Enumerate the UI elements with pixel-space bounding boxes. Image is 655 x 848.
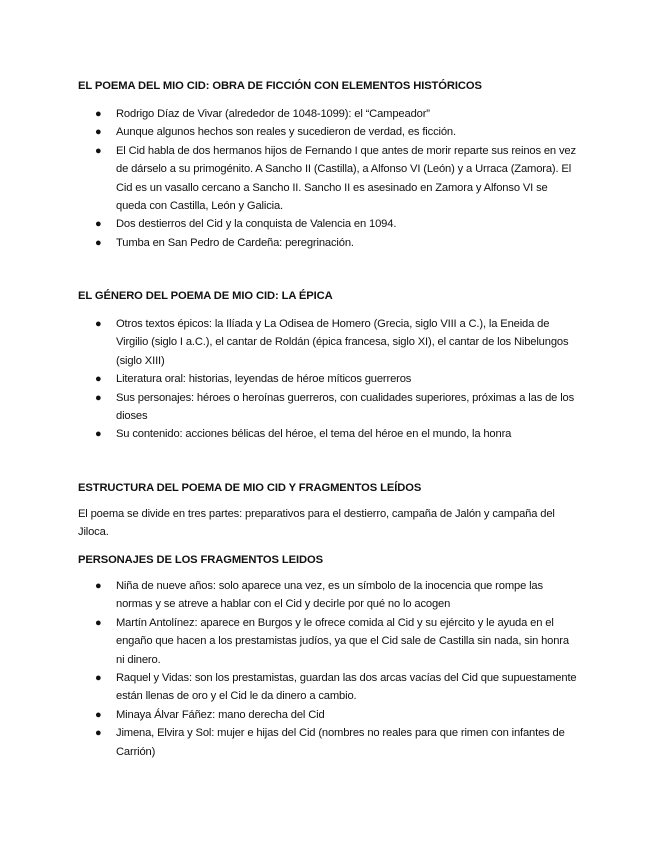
section-paragraph: El poema se divide en tres partes: preparativos para el destierro, campaña de Jalón y campaña del Jiloca. xyxy=(78,508,555,539)
section-heading: PERSONAJES DE LOS FRAGMENTOS LEIDOS xyxy=(78,554,323,566)
list-item: ● Raquel y Vidas: son los prestamistas, guardan las dos arcas vacías del Cid que supuestamente están llenas de oro y el Cid le da dinero a cambio. xyxy=(78,669,578,706)
list-item: ● Aunque algunos hechos son reales y sucedieron de verdad, es ficción. xyxy=(78,123,578,141)
section-epica xyxy=(78,289,578,444)
bullet-list xyxy=(78,105,578,252)
bullet-icon: ● xyxy=(95,236,102,249)
bullet-icon: ● xyxy=(95,373,102,386)
bullet-icon: ● xyxy=(95,672,102,685)
bullet-icon: ● xyxy=(95,580,102,592)
list-item: ● Literatura oral: historias, leyendas de héroe míticos guerreros xyxy=(78,370,578,388)
bullet-list xyxy=(78,577,578,761)
list-item: ● Tumba en San Pedro de Cardeña: peregrinación. xyxy=(78,234,578,252)
list-item: ● Minaya Álvar Fáñez: mano derecha del Cid xyxy=(78,706,578,724)
section-personajes xyxy=(78,553,578,761)
section-heading: EL POEMA DEL MIO CID: OBRA DE FICCIÓN CON ELEMENTOS HISTÓRICOS xyxy=(78,80,482,92)
bullet-icon: ● xyxy=(95,108,102,120)
bullet-icon: ● xyxy=(95,144,102,157)
bullet-list xyxy=(78,315,578,444)
bullet-icon: ● xyxy=(95,318,102,330)
list-item: ● Su contenido: acciones bélicas del héroe, el tema del héroe en el mundo, la honra xyxy=(78,425,578,443)
list-item: ● Rodrigo Díaz de Vivar (alrededor de 1048-1099): el “Campeador” xyxy=(78,105,578,123)
list-item: ● Jimena, Elvira y Sol: mujer e hijas del Cid (nombres no reales para que rimen con infantes de Carrión) xyxy=(78,724,578,761)
bullet-icon: ● xyxy=(95,616,102,629)
bullet-icon: ● xyxy=(95,391,102,404)
bullet-icon: ● xyxy=(95,708,102,721)
bullet-icon: ● xyxy=(95,126,102,139)
list-item: ● Niña de nueve años: solo aparece una vez, es un símbolo de la inocencia que rompe las normas y se atreve a hablar con el Cid y decirle por qué no lo acogen xyxy=(78,577,578,614)
bullet-icon: ● xyxy=(95,218,102,231)
list-item: ● El Cid habla de dos hermanos hijos de Fernando I que antes de morir reparte sus reinos en vez de dárselo a su primogénito. A Sancho II (Castilla), a Alfonso VI (León) y a Urraca (Zamora). El Cid es un vasallo cercano a Sancho II. Sancho II es asesinado en Zamora y Alfonso VI se queda con Castilla, León y Galicia. xyxy=(78,142,578,216)
section-estructura xyxy=(78,481,578,542)
list-item: ● Dos destierros del Cid y la conquista de Valencia en 1094. xyxy=(78,215,578,233)
bullet-icon: ● xyxy=(95,727,102,740)
list-item: ● Otros textos épicos: la Ilíada y La Odisea de Homero (Grecia, siglo VIII a C.), la Eneida de Virgilio (siglo I a.C.), el cantar de Roldán (épica francesa, siglo XI), el cantar de los Nibelungos (siglo XIII) xyxy=(78,315,578,370)
bullet-icon: ● xyxy=(95,428,102,441)
section-heading: ESTRUCTURA DEL POEMA DE MIO CID Y FRAGMENTOS LEÍDOS xyxy=(78,482,422,494)
section-historia xyxy=(78,79,578,252)
section-heading: EL GÉNERO DEL POEMA DE MIO CID: LA ÉPICA xyxy=(78,290,333,302)
list-item: ● Martín Antolínez: aparece en Burgos y le ofrece comida al Cid y su ejército y le ayuda en el engaño que hacen a los prestamistas judíos, ya que el Cid sale de Castilla sin nada, sin honra ni dinero. xyxy=(78,614,578,669)
list-item: ● Sus personajes: héroes o heroínas guerreros, con cualidades superiores, próximas a las de los dioses xyxy=(78,389,578,426)
